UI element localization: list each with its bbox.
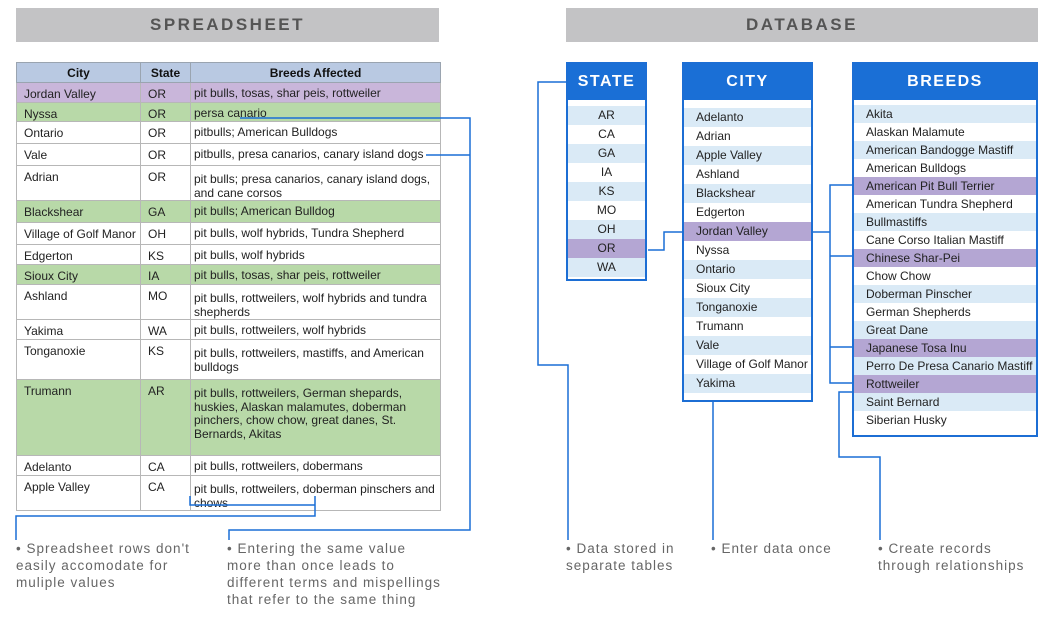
connector-state-table	[538, 82, 568, 540]
city-cell: Trumann	[17, 380, 141, 456]
city-table-row: Edgerton	[684, 203, 811, 222]
breeds-cell: pit bulls, rottweilers, mastiffs, and American bulldogs	[191, 340, 441, 380]
state-cell: GA	[141, 201, 191, 223]
breeds-table-row: German Shepherds	[854, 303, 1036, 321]
state-table-row: OH	[568, 220, 645, 239]
city-table-row: Adelanto	[684, 108, 811, 127]
breeds-table-row: American Pit Bull Terrier	[854, 177, 1036, 195]
city-table-row: Ontario	[684, 260, 811, 279]
breeds-cell: pit bulls, tosas, shar peis, rottweiler	[191, 83, 441, 103]
city-table-row: Sioux City	[684, 279, 811, 298]
breeds-table-row: Bullmastiffs	[854, 213, 1036, 231]
bracket-line-same-value	[229, 118, 470, 540]
breeds-table-row: American Bulldogs	[854, 159, 1036, 177]
city-table-row: Ashland	[684, 165, 811, 184]
breeds-cell: pit bulls, wolf hybrids	[191, 245, 441, 265]
state-cell: IA	[141, 265, 191, 285]
state-cell: KS	[141, 245, 191, 265]
city-table-row: Nyssa	[684, 241, 811, 260]
city-cell: Adrian	[17, 166, 141, 201]
note-same-value: • Entering the same value more than once leads to different terms and mispellings that refer to the same thing	[227, 541, 441, 607]
city-cell: Blackshear	[17, 201, 141, 223]
state-cell: OR	[141, 166, 191, 201]
city-table-row: Apple Valley	[684, 146, 811, 165]
city-cell: Edgerton	[17, 245, 141, 265]
state-cell: OR	[141, 102, 191, 122]
breeds-cell: pit bulls, rottweilers, German shepards, huskies, Alaskan malamutes, doberman pinchers, chow chow, great danes, St. Bernards, Akitas	[191, 380, 441, 456]
state-table-row: OR	[568, 239, 645, 258]
state-table-row: IA	[568, 163, 645, 182]
state-table-row: AR	[568, 106, 645, 125]
city-table-row: Tonganoxie	[684, 298, 811, 317]
city-table-row: Trumann	[684, 317, 811, 336]
breeds-table-row: Saint Bernard	[854, 393, 1036, 411]
state-table-title: STATE	[568, 64, 645, 100]
city-table-row: Village of Golf Manor	[684, 355, 811, 374]
city-table-title: CITY	[684, 64, 811, 100]
database-header: DATABASE	[566, 8, 1038, 42]
breeds-table-row: American Tundra Shepherd	[854, 195, 1036, 213]
state-cell: OR	[141, 83, 191, 103]
city-cell: Ontario	[17, 122, 141, 144]
city-cell: Ashland	[17, 285, 141, 320]
breeds-cell: pit bulls, rottweilers, dobermans	[191, 456, 441, 476]
city-cell: Yakima	[17, 320, 141, 340]
breeds-table-row: Great Dane	[854, 321, 1036, 339]
state-cell: OR	[141, 122, 191, 144]
city-cell: Jordan Valley	[17, 83, 141, 103]
breeds-cell: pit bulls, rottweilers, doberman pinschers and chows	[191, 476, 441, 511]
note-enter-once: • Enter data once	[711, 541, 832, 556]
state-cell: CA	[141, 456, 191, 476]
city-cell: Nyssa	[17, 102, 141, 122]
city-cell: Village of Golf Manor	[17, 223, 141, 245]
breeds-cell: pitbulls, presa canarios, canary island dogs	[191, 144, 441, 166]
column-header-state: State	[141, 63, 191, 83]
breeds-table-row: Chinese Shar-Pei	[854, 249, 1036, 267]
breeds-cell: pit bulls; presa canarios, canary island dogs, and cane corsos	[191, 166, 441, 201]
breeds-table-row: Rottweiler	[854, 375, 1036, 393]
breeds-cell: pit bulls, rottweilers, wolf hybrids and tundra shepherds	[191, 285, 441, 320]
breeds-table-row: Cane Corso Italian Mastiff	[854, 231, 1036, 249]
city-table-row: Adrian	[684, 127, 811, 146]
breeds-table-row: American Bandogge Mastiff	[854, 141, 1036, 159]
state-table-row: MO	[568, 201, 645, 220]
state-cell: OR	[141, 144, 191, 166]
note-relationships: • Create records through relationships	[878, 541, 1025, 573]
breeds-cell: pit bulls, tosas, shar peis, rottweiler	[191, 265, 441, 285]
city-table-row: Vale	[684, 336, 811, 355]
city-table-row: Blackshear	[684, 184, 811, 203]
breeds-cell: persa canario	[191, 102, 441, 122]
breeds-table-row: Chow Chow	[854, 267, 1036, 285]
breeds-cell: pit bulls, wolf hybrids, Tundra Shepherd	[191, 223, 441, 245]
city-cell: Apple Valley	[17, 476, 141, 511]
breeds-table-row: Doberman Pinscher	[854, 285, 1036, 303]
city-table-row: Yakima	[684, 374, 811, 393]
state-cell: AR	[141, 380, 191, 456]
column-header-breeds: Breeds Affected	[191, 63, 441, 83]
connector-breeds-relationships	[839, 392, 880, 540]
connector-or-to-city	[648, 232, 683, 250]
note-spreadsheet-rows: • Spreadsheet rows don't easily accomodate for muliple values	[16, 541, 190, 590]
state-cell: CA	[141, 476, 191, 511]
spreadsheet-header: SPREADSHEET	[16, 8, 439, 42]
bracket-line-rows	[16, 496, 315, 540]
state-table-row: GA	[568, 144, 645, 163]
breeds-table-row: Akita	[854, 105, 1036, 123]
city-table-row: Jordan Valley	[684, 222, 811, 241]
connector-city-to-breeds	[813, 185, 853, 383]
breeds-table-row: Alaskan Malamute	[854, 123, 1036, 141]
city-cell: Adelanto	[17, 456, 141, 476]
breeds-table-title: BREEDS	[854, 64, 1036, 100]
state-table-row: KS	[568, 182, 645, 201]
breeds-cell: pit bulls, rottweilers, wolf hybrids	[191, 320, 441, 340]
state-cell: KS	[141, 340, 191, 380]
state-cell: OH	[141, 223, 191, 245]
note-separate-tables: • Data stored in separate tables	[566, 541, 675, 573]
breeds-table-row: Japanese Tosa Inu	[854, 339, 1036, 357]
city-cell: Vale	[17, 144, 141, 166]
column-header-city: City	[17, 63, 141, 83]
breeds-table-row: Siberian Husky	[854, 411, 1036, 429]
city-cell: Sioux City	[17, 265, 141, 285]
breeds-cell: pitbulls; American Bulldogs	[191, 122, 441, 144]
state-table-row: WA	[568, 258, 645, 277]
city-cell: Tonganoxie	[17, 340, 141, 380]
breeds-cell: pit bulls; American Bulldog	[191, 201, 441, 223]
state-table-row: CA	[568, 125, 645, 144]
breeds-table-row: Perro De Presa Canario Mastiff	[854, 357, 1036, 375]
state-cell: WA	[141, 320, 191, 340]
state-cell: MO	[141, 285, 191, 320]
